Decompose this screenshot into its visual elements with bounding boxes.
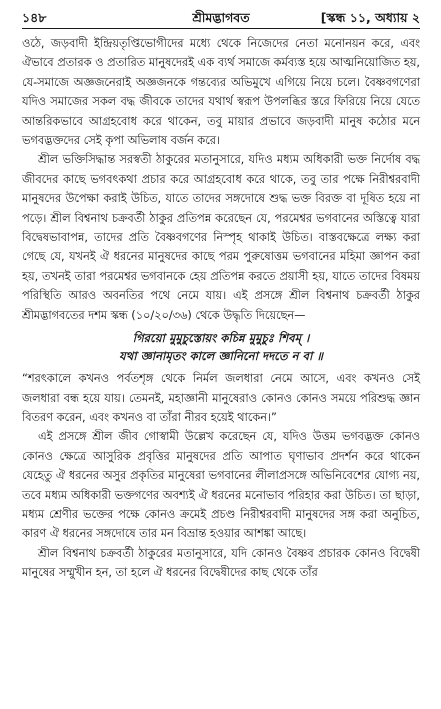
page-header bbox=[22, 10, 420, 29]
page bbox=[22, 10, 420, 583]
paragraph: এই প্রসঙ্গে শ্রীল জীব গোস্বামী উল্লেখ করেছেন যে, যদিও উত্তম ভগবদ্ভক্ত কোনও কোনও ক্ষেত্রে আসুরিক প্রবৃত্তির মানুষদের প্রতি আপাত ঘৃণাভাব প্রদর্শন করে থাকেন যেহেতু ঐ ধরনের অসুর প্রকৃতির মানুষেরা ভগবানের লীলাপ্রসঙ্গে অভিনিবেশের যোগ্য নয়, তবে মধ্যম অধিকারী ভক্তগণের অবশ্যই ঐ ধরনের মনোভাব পরিহার করা উচিত। তা ছাড়া, মধ্যম শ্রেণীর ভক্তের পক্ষে কোনও ক্রমেই প্রচণ্ড নিরীশ্বরবাদী মানুষদের সঙ্গ করা অনুচিত, কারণ ঐ ধরনের সঙ্গদোষে তার মন বিভ্রান্ত হওয়ার আশঙ্কা আছে। bbox=[22, 430, 420, 541]
body-text bbox=[22, 34, 420, 583]
paragraph: শ্রীল ভক্তিসিদ্ধান্ত সরস্বতী ঠাকুরের মতানুসারে, যদিও মধ্যম অধিকারী ভক্ত নির্দোষ বদ্ধ জীবদের কাছে ভগবৎকথা প্রচার করে আগ্রহবোধ করে থাকে, তবু তার পক্ষে নিরীশ্বরবাদী মানুষদের উপেক্ষা করাই উচিত, যাতে তাদের সঙ্গদোষে শুদ্ধ ভক্ত বিরক্ত বা দূষিত হয়ে না পড়ে। শ্রীল বিশ্বনাথ চক্রবর্তী ঠাকুর প্রতিপন্ন করেছেন যে, পরমেশ্বর ভগবানের অস্তিত্বে যারা বিদ্বেষভাবাপন্ন, তাদের প্রতি বৈষ্ণবগণের নিস্পৃহ থাকাই উচিত। বাস্তবক্ষেত্রে লক্ষ্য করা গেছে যে, যখনই ঐ ধরনের মানুষদের কাছে পরম পুরুষোত্তম ভগবানের মহিমা জ্ঞাপন করা হয়, তখনই তারা পরমেশ্বর ভগবানকে হেয় প্রতিপন্ন করতে প্রয়াসী হয়, যাতে তাদের বিষময় পরিস্থিতি আরও অবনতির পথে নেমে যায়। এই প্রসঙ্গে শ্রীল বিশ্বনাথ চক্রবর্তী ঠাকুর শ্রীমদ্ভাগবতের দশম স্কন্ধ (১০/২০/৩৬) থেকে উদ্ধৃতি দিয়েছেন— bbox=[22, 153, 420, 322]
paragraph: “শরৎকালে কখনও পর্বতশৃঙ্গ থেকে নির্মল জলধারা নেমে আসে, এবং কখনও সেই জলধারা বন্ধ হয়ে যায়। তেমনই, মহাজ্ঞানী মানুষেরাও কোনও কোনও সময়ে পরিশুদ্ধ জ্ঞান বিতরণ করেন, এবং কখনও বা তাঁরা নীরব হয়েই থাকেন।” bbox=[22, 372, 420, 424]
page-number: ১৪৮ bbox=[22, 10, 47, 25]
chapter-reference: [স্কন্ধ ১১, অধ্যায় ২ bbox=[320, 10, 420, 25]
book-title: শ্রীমদ্ভাগবত bbox=[192, 10, 250, 25]
verse-line: গিরয়ো মুমুচুস্তোয়ং কচিন্ন মুমুচুঃ শিবম্ । bbox=[132, 331, 310, 346]
verse-line: যথা জ্ঞানামৃতং কালে জ্ঞানিনো দদতে ন বা ॥ bbox=[119, 349, 323, 364]
paragraph: শ্রীল বিশ্বনাথ চক্রবর্তী ঠাকুরের মতানুসারে, যদি কোনও বৈষ্ণব প্রচারক কোনও বিদ্বেষী মানুষের সম্মুখীন হন, তা হলে ঐ ধরনের বিদ্বেষীদের কাছ থেকে তাঁর bbox=[22, 546, 420, 580]
sanskrit-verse bbox=[22, 329, 420, 365]
paragraph: ওঠে, জড়বাদী ইন্দ্রিয়তৃপ্তিভোগীদের মধ্যে থেকে নিজেদের নেতা মনোনয়ন করে, এবং ঐভাবে প্রতারক ও প্রতারিত মানুষদেরই এক ব্যর্থ সমাজে কর্মব্যস্ত হয়ে আত্মনিয়োজিত হয়, যে-সমাজে অজ্ঞজনেরাই অজ্ঞজনকে গন্তব্যের অভিমুখে এগিয়ে নিয়ে চলে। বৈষ্ণবগণেরা যদিও সমাজের সকল বদ্ধ জীবকে তাদের যথার্থ স্বরূপ উপলব্ধির স্তরে ফিরিয়ে নিয়ে যেতে আন্তরিকভাবে আগ্রহবোধ করে থাকেন, তবু মায়ার প্রভাবে জড়বাদী মানুষ কঠোর মনে ভগবদ্ভক্তদের সেই কৃপা অভিলাষ বর্জন করে। bbox=[22, 37, 420, 148]
